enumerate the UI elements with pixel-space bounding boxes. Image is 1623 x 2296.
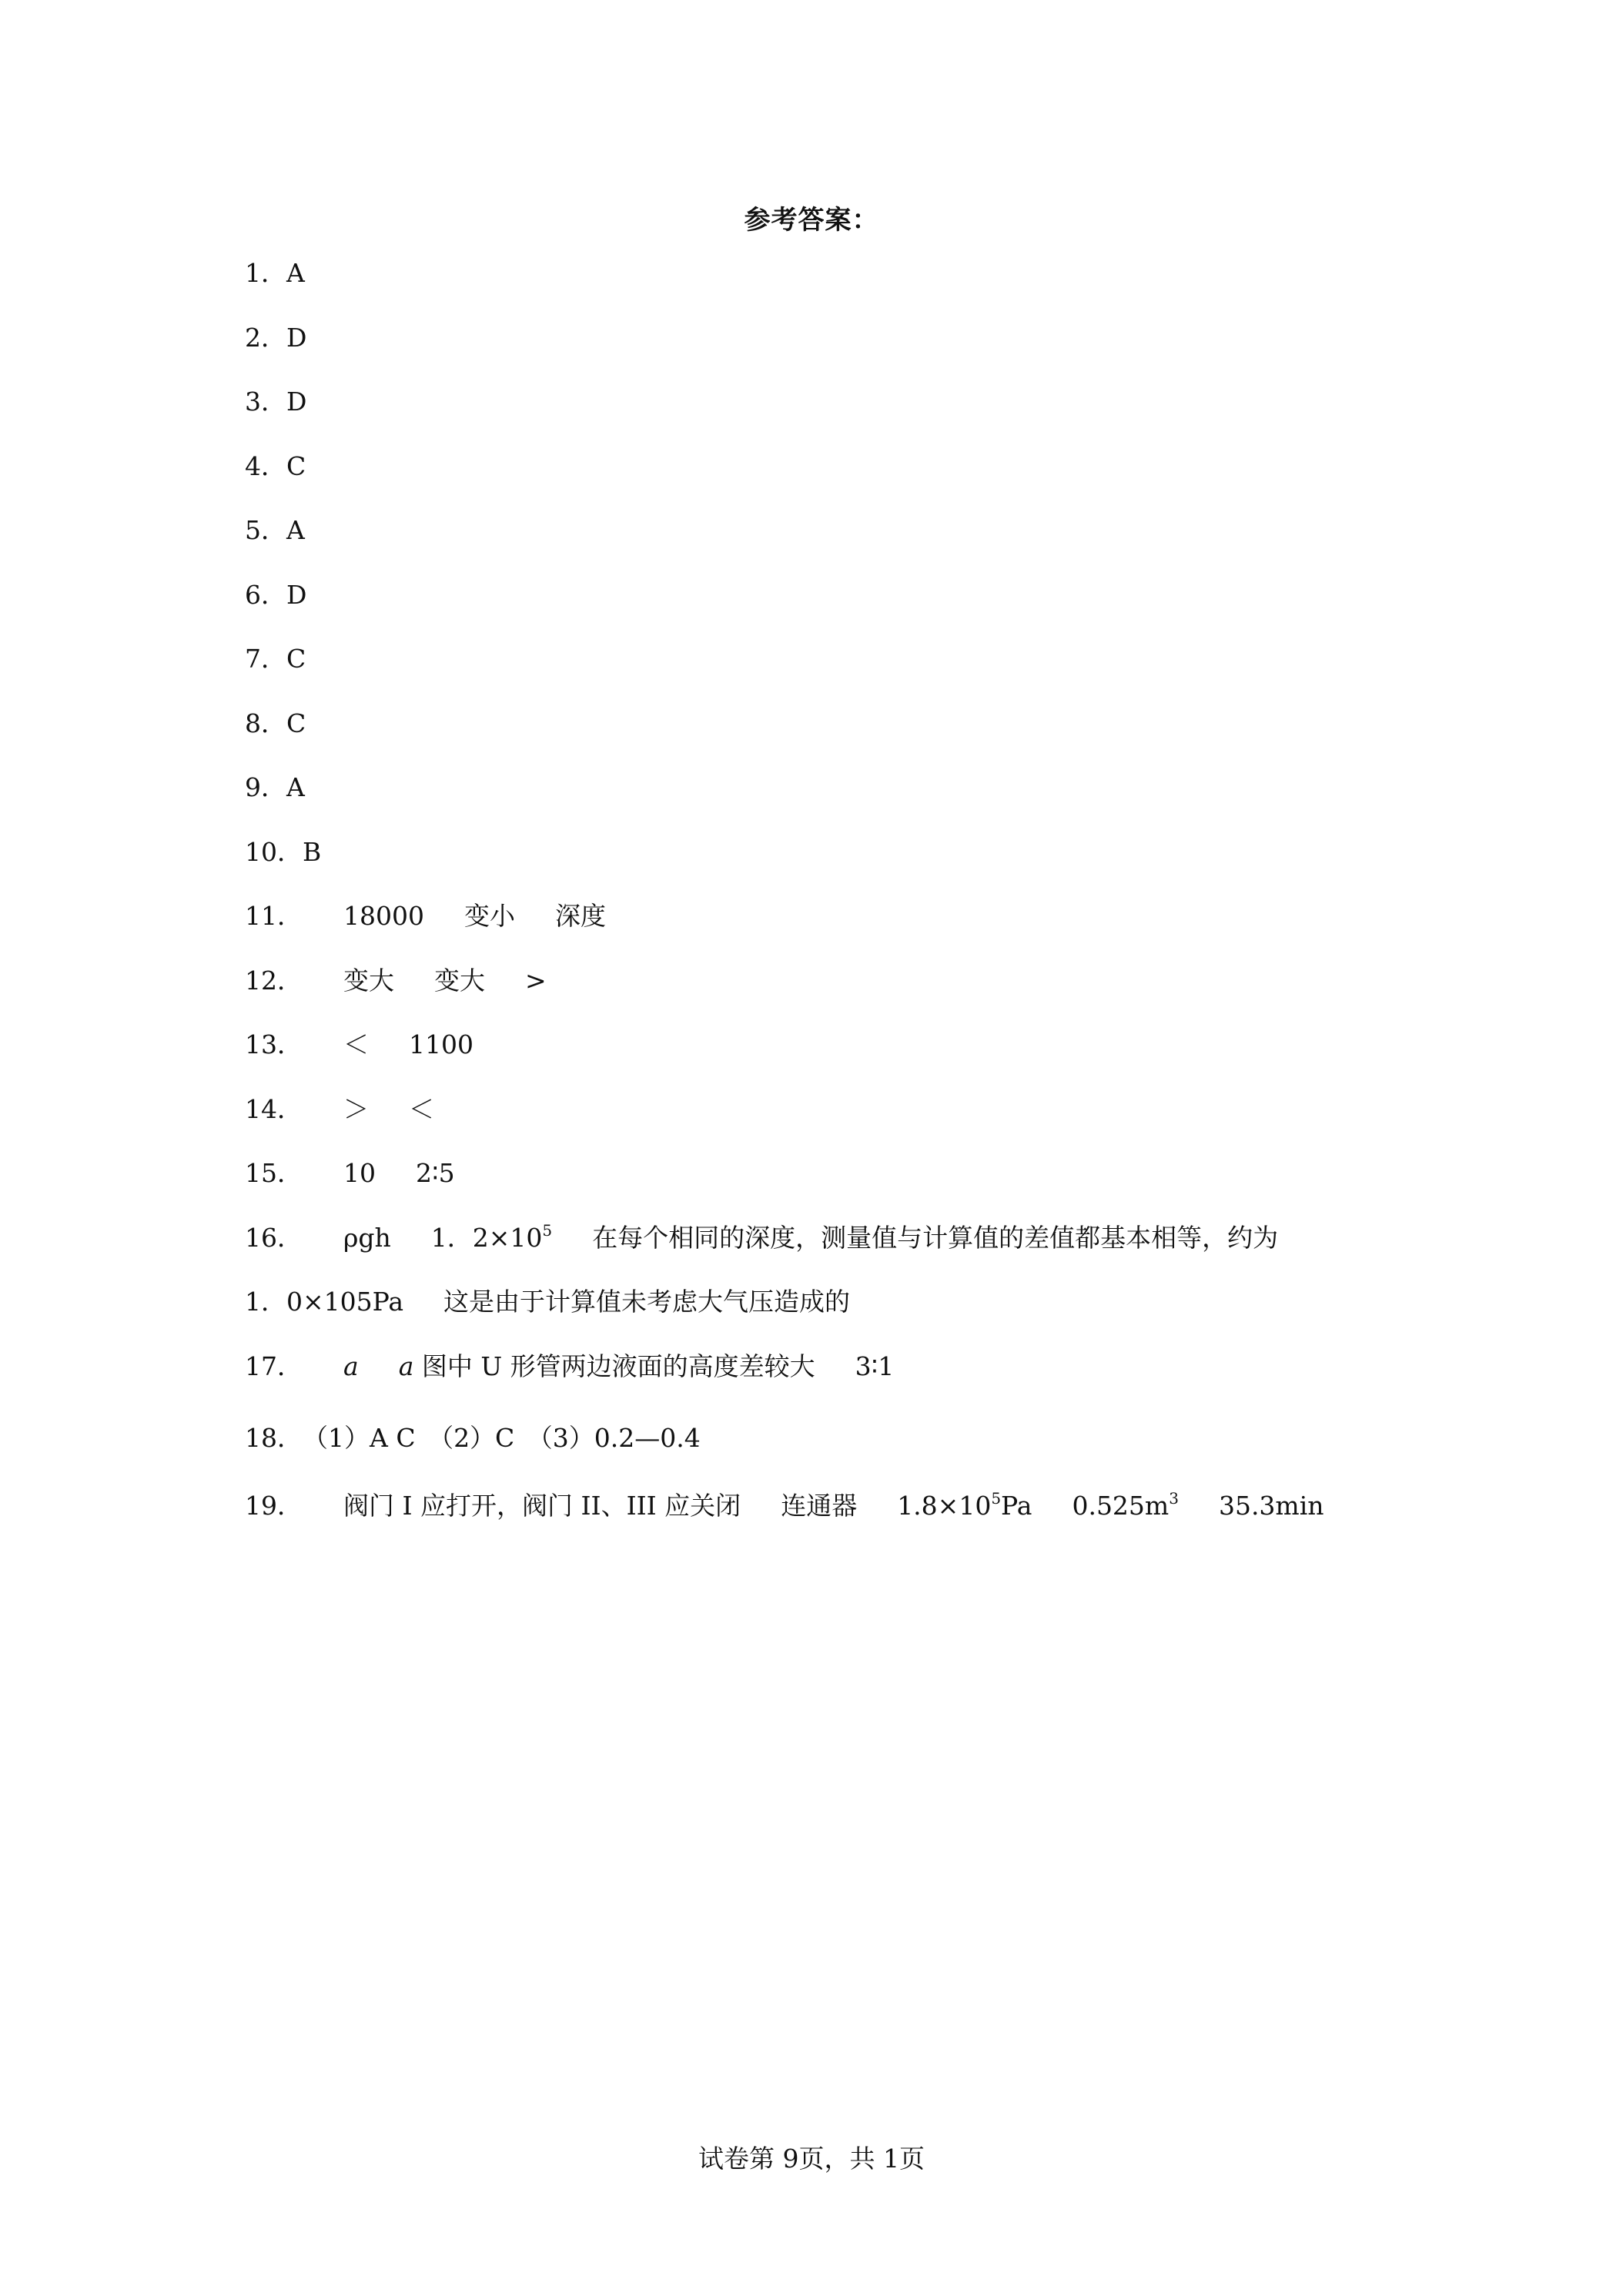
answer-item: > [525, 965, 547, 996]
answer-item: ρgh [343, 1222, 391, 1253]
answer-number: 19． [245, 1491, 303, 1521]
answer-number: 15． [245, 1158, 303, 1188]
answer-item: 1100 [409, 1029, 474, 1059]
answer-row-1 [245, 254, 1446, 319]
answer-number: 11． [245, 901, 303, 931]
answer-row-18 [245, 1411, 1446, 1487]
answer-row-11 [245, 897, 1446, 962]
answer-number: 10． [245, 836, 303, 867]
answer-row-13 [245, 1026, 1446, 1090]
answer-item: 在每个相同的深度，测量值与计算值的差值都基本相等，约为 [592, 1222, 1279, 1253]
answer-number: 17． [245, 1350, 303, 1381]
answer-row-16 [245, 1219, 1446, 1284]
answer-number: 1． [245, 258, 286, 288]
answer-item: 35.3min [1218, 1491, 1324, 1521]
answer-row-19 [245, 1487, 1446, 1551]
answer-item: 2∶5 [416, 1158, 455, 1188]
answer-item: $1.8\times 10^5Pa$ [897, 1489, 1032, 1521]
answer-number: 9． [245, 772, 286, 802]
answer-number: 18． [245, 1423, 303, 1453]
answer-row-16-continued [245, 1283, 1446, 1347]
answer-number: 16． [245, 1222, 303, 1253]
answer-item: 变大 [343, 965, 394, 996]
answer-item: 阀门 I 应打开，阀门 II、III 应关闭 [343, 1491, 741, 1521]
answer-row-15 [245, 1154, 1446, 1219]
answer-row-3 [245, 383, 1446, 447]
answer-item: a [343, 1350, 359, 1381]
answer-item: A [286, 772, 305, 802]
answer-number: 7． [245, 644, 286, 674]
answer-row-6 [245, 576, 1446, 641]
answer-list [245, 254, 1446, 1551]
answer-number: 3． [245, 387, 286, 417]
answer-item: 18000 [343, 901, 424, 931]
answer-item: A [286, 515, 305, 545]
answer-item: ＞ [343, 1093, 369, 1124]
answer-number: 12． [245, 965, 303, 996]
answer-row-7 [245, 640, 1446, 705]
answer-item: ＜ [409, 1093, 434, 1124]
answer-row-4 [245, 447, 1446, 512]
answer-number: 5． [245, 515, 286, 545]
answer-item: 10 [343, 1158, 376, 1188]
answer-item: C [286, 644, 306, 674]
answer-item: C [286, 708, 306, 738]
answer-row-8 [245, 705, 1446, 769]
answer-number: 4． [245, 450, 286, 481]
answer-item: 变大 [434, 965, 485, 996]
answer-item: a 图中 U 形管两边液面的高度差较大 [398, 1350, 815, 1381]
answer-item: 1．0×105Pa [245, 1287, 404, 1317]
answer-item: A [286, 258, 305, 288]
answer-number: 8． [245, 708, 286, 738]
answer-item: 这是由于计算值未考虑大气压造成的 [443, 1287, 851, 1317]
answer-item: $0.525m^3$ [1072, 1489, 1179, 1521]
answer-item: 连通器 [781, 1491, 858, 1521]
answer-item: C [286, 450, 306, 481]
answer-item: D [286, 322, 307, 353]
answer-row-5 [245, 511, 1446, 576]
answer-item: D [286, 387, 307, 417]
answer-number: 2． [245, 322, 286, 353]
answer-item: D [286, 579, 307, 610]
answer-item: 1．$2\times 10^5$ [430, 1220, 553, 1253]
page-title: 参考答案： [744, 205, 879, 236]
answer-item: 深度 [554, 901, 606, 931]
page-footer: 试卷第 9页，共 1页 [698, 2144, 925, 2174]
answer-number: 13． [245, 1029, 303, 1059]
answer-row-10 [245, 833, 1446, 898]
answer-number: 14． [245, 1093, 303, 1124]
answer-row-17 [245, 1347, 1446, 1412]
answer-item: ＜ [343, 1029, 369, 1059]
answer-row-2 [245, 319, 1446, 383]
answer-item: B [303, 836, 322, 867]
answer-row-9 [245, 768, 1446, 833]
answer-item: 3∶1 [855, 1350, 895, 1381]
answer-row-12 [245, 962, 1446, 1026]
answer-item: （1）A C （2）C （3）0.2—0.4 [303, 1423, 701, 1453]
answer-number: 6． [245, 579, 286, 610]
answer-row-14 [245, 1090, 1446, 1155]
answer-item: 变小 [463, 901, 515, 931]
